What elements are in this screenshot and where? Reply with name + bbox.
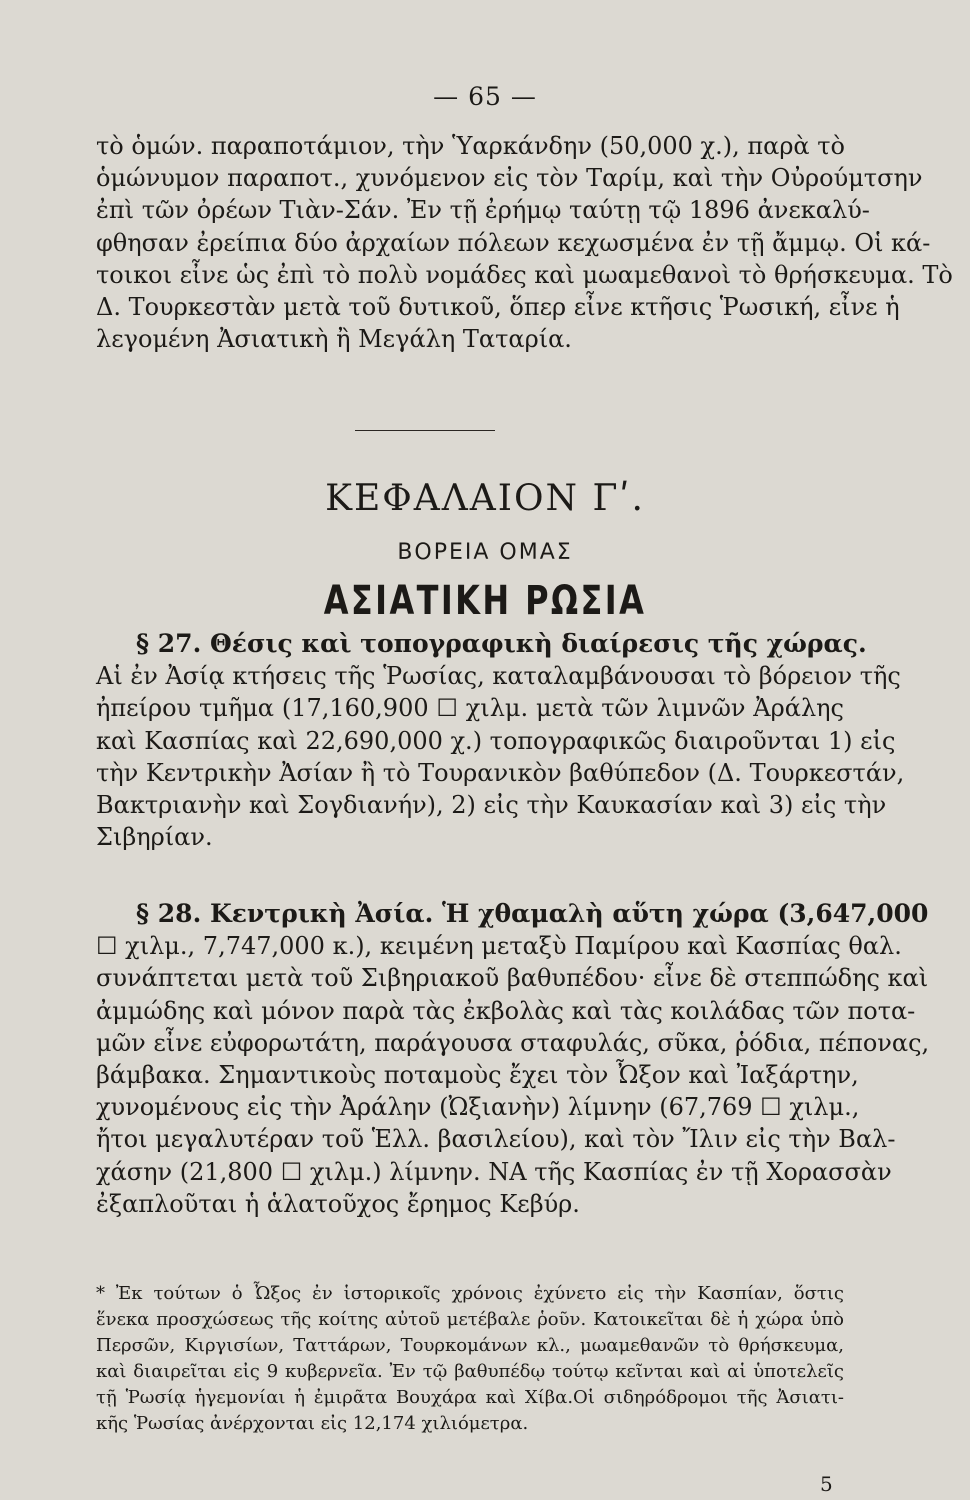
text-line: βάμβακα. Σημαντικοὺς ποταμοὺς ἔχει τὸν Ὦξον καὶ Ἰαξάρτην,	[96, 1061, 859, 1090]
footnote-line: τῇ Ῥωσίᾳ ἡγεμονίαι ἡ ἐμιρᾶτα Βουχάρα καὶ Χίβα.Οἱ σιδηρόδρομοι τῆς Ἀσιατι-	[96, 1387, 844, 1408]
section-27	[96, 628, 905, 853]
text-line: φθησαν ἐρείπια δύο ἀρχαίων πόλεων κεχωσμένα ἐν τῇ ἄμμῳ. Οἱ κά-	[96, 228, 931, 257]
text-line: Δ. Τουρκεστὰν μετὰ τοῦ δυτικοῦ, ὅπερ εἶνε κτῆσις Ῥωσική, εἶνε ἡ	[96, 293, 900, 322]
text-line: λεγομένη Ἀσιατικὴ ἢ Μεγάλη Ταταρία.	[96, 325, 572, 354]
section-27-heading: § 27. Θέσις καὶ τοπογραφικὴ διαίρεσις τῆς χώρας.	[136, 629, 867, 658]
text-line: ἐξαπλοῦται ἡ ἁλατοῦχος ἔρημος Κεβύρ.	[96, 1189, 580, 1218]
text-line: Αἱ ἐν Ἀσίᾳ κτήσεις τῆς Ῥωσίας, καταλαμβάνουσαι τὸ βόρειον τῆς	[96, 662, 901, 691]
text-line: χυνομένους εἰς τὴν Ἀράλην (Ὠξιανὴν) λίμνην (67,769 ☐ χιλμ.,	[96, 1093, 860, 1122]
text-line: ☐ χιλμ., 7,747,000 κ.), κειμένη μεταξὺ Παμίρου καὶ Κασπίας θαλ.	[96, 932, 902, 961]
printer-signature-mark: 5	[820, 1472, 833, 1496]
chapter-heading: ΚΕΦΑΛΑΙΟΝ Γʹ.	[325, 478, 645, 519]
text-line: Βακτριανὴν καὶ Σογδιανήν), 2) εἰς τὴν Καυκασίαν καὶ 3) εἰς τὴν	[96, 791, 887, 820]
footnote-line: κῆς Ῥωσίας ἀνέρχονται εἰς 12,174 χιλιόμετρα.	[96, 1413, 529, 1434]
text-line: καὶ Κασπίας καὶ 22,690,000 χ.) τοπογραφικῶς διαιροῦνται 1) εἰς	[96, 726, 896, 755]
footnote	[96, 1281, 844, 1437]
text-line: Σιβηρίαν.	[96, 823, 213, 852]
section-28	[96, 898, 930, 1220]
text-line: συνάπτεται μετὰ τοῦ Σιβηριακοῦ βαθυπέδου· εἶνε δὲ στεππώδης καὶ	[96, 964, 929, 993]
section-subtitle: ΒΟΡΕΙΑ ΟΜΑΣ	[397, 540, 573, 565]
text-line: ἤτοι μεγαλυτέραν τοῦ Ἑλλ. βασιλείου), καὶ τὸν Ἴλιν εἰς τὴν Βαλ-	[96, 1125, 896, 1154]
text-line: μῶν εἶνε εὐφορωτάτη, παράγουσα σταφυλάς, σῦκα, ῥόδια, πέπονας,	[96, 1028, 930, 1057]
footnote-line: ἕνεκα προσχώσεως τῆς κοίτης αὐτοῦ μετέβαλε ῥοῦν. Κατοικεῖται δὲ ἡ χώρα ὑπὸ	[96, 1309, 844, 1330]
text-line: χάσην (21,800 ☐ χιλμ.) λίμνην. ΝΑ τῆς Κασπίας ἐν τῇ Χορασσὰν	[96, 1157, 892, 1186]
text-line: ἀμμώδης καὶ μόνον παρὰ τὰς ἐκβολὰς καὶ τὰς κοιλάδας τῶν ποτα-	[96, 996, 916, 1025]
text-line: ἐπὶ τῶν ὀρέων Τιὰν-Σάν. Ἐν τῇ ἐρήμῳ ταύτῃ τῷ 1896 ἀνεκαλύ-	[96, 196, 870, 225]
divider-rule	[355, 430, 495, 431]
text-line: τὴν Κεντρικὴν Ἀσίαν ἢ τὸ Τουρανικὸν βαθύπεδον (Δ. Τουρκεστάν,	[96, 758, 905, 787]
section-28-heading: § 28. Κεντρικὴ Ἀσία. Ἡ χθαμαλὴ αὕτη χώρα (3,647,000	[136, 899, 929, 928]
paragraph-intro	[96, 130, 953, 355]
footnote-line: καὶ διαιρεῖται εἰς 9 κυβερνεῖα. Ἐν τῷ βαθυπέδῳ τούτῳ κεῖνται καὶ αἱ ὑποτελεῖς	[96, 1361, 844, 1382]
footnote-line: Περσῶν, Κιργισίων, Ταττάρων, Τουρκομάνων κλ., μωαμεθανῶν τὸ θρήσκευμα,	[96, 1335, 844, 1356]
text-line: ὁμώνυμον παραποτ., χυνόμενον εἰς τὸν Ταρίμ, καὶ τὴν Οὐρούμτσην	[96, 164, 923, 193]
page-number: — 65 —	[433, 82, 537, 111]
text-line: τὸ ὁμών. παραποτάμιον, τὴν Ὑαρκάνδην (50,000 χ.), παρὰ τὸ	[96, 132, 845, 160]
footnote-line: * Ἐκ τούτων ὁ Ὦξος ἐν ἱστορικοῖς χρόνοις ἐχύνετο εἰς τὴν Κασπίαν, ὅστις	[96, 1283, 844, 1304]
text-line: τοικοι εἶνε ὡς ἐπὶ τὸ πολὺ νομάδες καὶ μωαμεθανοὶ τὸ θρήσκευμα. Τὸ	[96, 260, 953, 289]
text-line: ἠπείρου τμῆμα (17,160,900 ☐ χιλμ. μετὰ τῶν λιμνῶν Ἀράλης	[96, 694, 844, 723]
section-title: ΑΣΙΑΤΙΚΗ ΡΩΣΙΑ	[323, 578, 647, 624]
